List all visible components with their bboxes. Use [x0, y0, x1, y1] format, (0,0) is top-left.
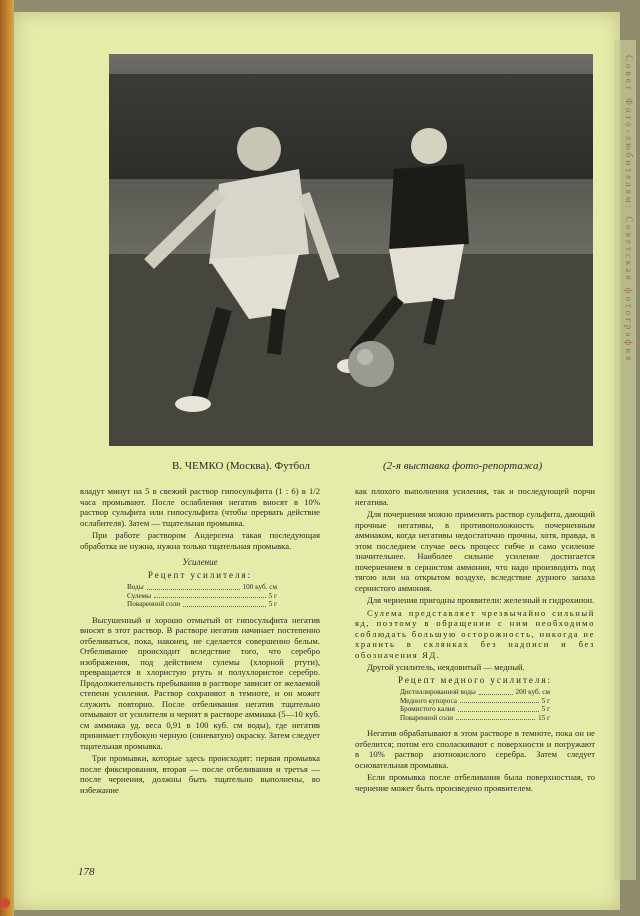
recipe-amount: 15 г: [538, 713, 550, 722]
section-heading: Усиление: [182, 557, 218, 567]
recipe-amount: 5 г: [541, 705, 550, 713]
recipe-amount: 5 г: [541, 696, 550, 705]
paragraph: Для почернения можно применять раствор сульфита, дающий прочные негативы, в противоположность почерненным аммиаком, когда негативы недостаточно прочны, хотя, правда, в этом последнем случае весь процесс гибче и само усиление значительнее. Наиболее сильное усиление достигается почернением в сернистом аммонии, что надо производить под тягою или на открытом воздухе, вследствие дурного запаха сернистого аммония.: [355, 509, 595, 593]
football-photo: [109, 54, 593, 446]
recipe-title: Рецепт усилителя:: [147, 569, 253, 580]
warning-paragraph: Сулема представляет чрезвычайно сильный яд, поэтому в обращении с ним необходимо соблюдать большую осторожность, никогда не хранить в склянках без надписи и без обозначения ЯД.: [355, 607, 595, 660]
football-photo-image: [109, 54, 593, 446]
recipe-row: [127, 600, 277, 609]
paragraph: При работе раствором Андерсена такая последующая обработка не нужна, нужна только тщательная промывка.: [80, 530, 320, 551]
recipe-list: [127, 583, 277, 609]
recipe-row: [400, 714, 550, 723]
recipe-ingredient: Поваренной соли: [400, 713, 454, 722]
recipe-ingredient: Дистиллированной воды: [400, 688, 476, 696]
photo-caption-exhibition: (2-я выставка фото-репортажа): [383, 460, 543, 472]
paragraph: Негатив обрабатывают в этом растворе в темноте, пока он не отбелится; потом его споласкивают с поверхности и погружают в 10% раствор азотнокислого серебра. Затем следует основательная промывка.: [355, 728, 595, 770]
right-text-column: [355, 486, 595, 795]
page-number: 178: [78, 866, 95, 878]
recipe-ingredient: Медного купороса: [400, 696, 457, 705]
recipe-ingredient: Сулемы: [127, 591, 152, 600]
left-text-column: [80, 486, 320, 797]
recipe-list: [400, 688, 550, 722]
recipe-row: [400, 705, 550, 714]
recipe-row: [400, 688, 550, 697]
recipe-row: [400, 697, 550, 706]
paragraph: Другой усилитель, неядовитый — медный.: [367, 662, 525, 672]
paragraph: Высушенный и хорошо отмытый от гипосульфита негатив вносят в этот раствор. В растворе негатив начинает постепенно отбеливаться, пока, наконец, не сделается совершенно белым. Отбеливание происходит вследствие того, что серебро изображения, под действием сулемы (хлорной ртути), превращается в хлористую ртуть и полухлористое серебро. Продолжительность пребывания в растворе зависит от желаемой степени усиления. Раствор сохраняют в темноте, и он может служить повторно. После отбеливания негатив тщательно отмывают от усилителя и чернят в растворе аммиака (5—10 куб. см аммиака уд. веса 0,91 в 100 куб. см воды), где негатив принимает глубокую черную (синеватую) окраску. Затем следует тщательная промывка.: [80, 614, 320, 751]
corner-marker: [0, 898, 10, 908]
side-margin-text: Совет Фото-любителям: Советская фотография: [624, 55, 634, 364]
paragraph: Для чернения пригодны проявители: железный и гидрохинон.: [367, 595, 595, 605]
recipe-row: [127, 583, 277, 592]
recipe-amount: 5 г: [268, 591, 277, 600]
recipe-amount: 200 куб. см: [515, 688, 550, 696]
paragraph: Три промывки, которые здесь происходят: первая промывка после фиксирования, вторая — после отбеливания и третья — после чернения, должны быть тщательно выполнены, во избежание: [80, 753, 320, 795]
recipe-ingredient: Поваренной соли: [127, 600, 181, 608]
photo-caption-author: В. ЧЕМКО (Москва). Футбол: [172, 460, 310, 472]
recipe-ingredient: Бромистого калия: [400, 705, 455, 713]
recipe-row: [127, 592, 277, 601]
recipe-ingredient: Воды: [127, 583, 144, 591]
paragraph: Если промывка после отбеливания была поверхностная, то чернение может быть произведено проявителем.: [355, 772, 595, 793]
recipe-title: Рецепт медного усилителя:: [397, 674, 553, 685]
recipe-amount: 5 г: [268, 600, 277, 608]
recipe-amount: 100 куб. см: [242, 583, 277, 591]
paragraph: владут минут на 5 в свежий раствор гипосульфита (1 : 6) в 1/2 часа промывают. После ослабления негатив вносят в 10% раствор сульфита или гипосульфита (чтобы прервать действие ослабителя). Затем — тщательная промывка.: [80, 486, 320, 528]
page-edge: [0, 0, 14, 916]
paragraph: как плохого выполнения усиления, так и последующей порчи негатива.: [355, 486, 595, 507]
